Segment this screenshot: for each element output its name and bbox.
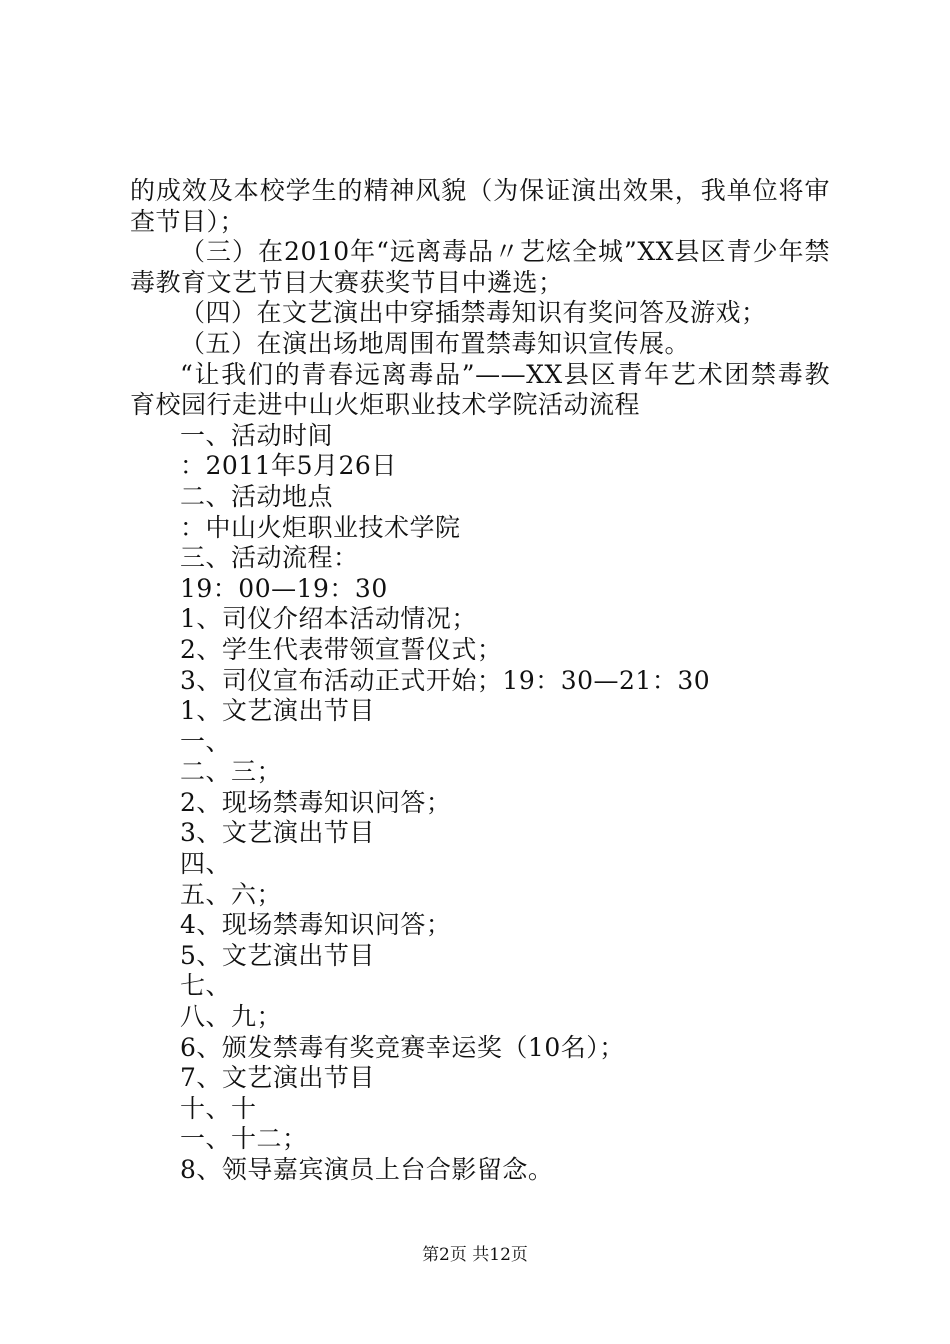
list-item: 五、六；: [180, 879, 283, 909]
paragraph-line: （四）在文艺演出中穿插禁毒知识有奖问答及游戏；: [180, 298, 767, 328]
list-item: 一、十二；: [180, 1124, 308, 1154]
list-item: 1、文艺演出节目: [180, 696, 375, 726]
paragraph-line: 毒教育文艺节目大赛获奖节目中遴选；: [130, 267, 564, 297]
list-item: 四、: [180, 849, 232, 879]
list-item: 2、学生代表带领宣誓仪式；: [180, 634, 503, 664]
list-item: 十、十: [180, 1093, 257, 1123]
list-item: ：2011年5月26日: [180, 451, 397, 481]
document-body: [130, 176, 830, 1186]
list-item: 4、现场禁毒知识问答；: [180, 910, 452, 940]
paragraph-line: （五）在演出场地周围布置禁毒知识宣传展。: [180, 328, 691, 358]
list-item: 3、文艺演出节目: [180, 818, 375, 848]
list-item: 2、现场禁毒知识问答；: [180, 787, 452, 817]
list-item: 二、三；: [180, 757, 283, 787]
list-item: 3、司仪宣布活动正式开始；19：30—21：30: [180, 665, 711, 695]
list-item: 7、文艺演出节目: [180, 1063, 375, 1093]
paragraph-line: 的成效及本校学生的精神风貌（为保证演出效果，我单位将审: [130, 176, 830, 205]
list-item: ：中山火炬职业技术学院: [180, 512, 461, 542]
list-item: 一、活动时间: [180, 420, 334, 450]
list-item: 5、文艺演出节目: [180, 940, 375, 970]
section-title-line: “让我们的青春远离毒品”——XX县区青年艺术团禁毒教: [180, 359, 830, 389]
paragraph-line: （三）在2010年“远离毒品〃艺炫全城”XX县区青少年禁: [180, 237, 830, 267]
list-item: 6、颁发禁毒有奖竞赛幸运奖（10名）；: [180, 1032, 625, 1062]
list-item: 1、司仪介绍本活动情况；: [180, 604, 477, 634]
paragraph-line: 查节目）；: [130, 206, 246, 236]
page-number-footer: 第2页 共12页: [422, 1245, 528, 1265]
list-item: 一、: [180, 726, 232, 756]
list-item: 三、活动流程：: [180, 543, 359, 573]
list-item: 19：00—19：30: [180, 573, 388, 603]
section-title-line: 育校园行走进中山火炬职业技术学院活动流程: [130, 390, 641, 420]
list-item: 七、: [180, 971, 232, 1001]
list-item: 8、领导嘉宾演员上台合影留念。: [180, 1155, 554, 1184]
list-item: 二、活动地点: [180, 481, 334, 511]
list-item: 八、九；: [180, 1002, 283, 1032]
